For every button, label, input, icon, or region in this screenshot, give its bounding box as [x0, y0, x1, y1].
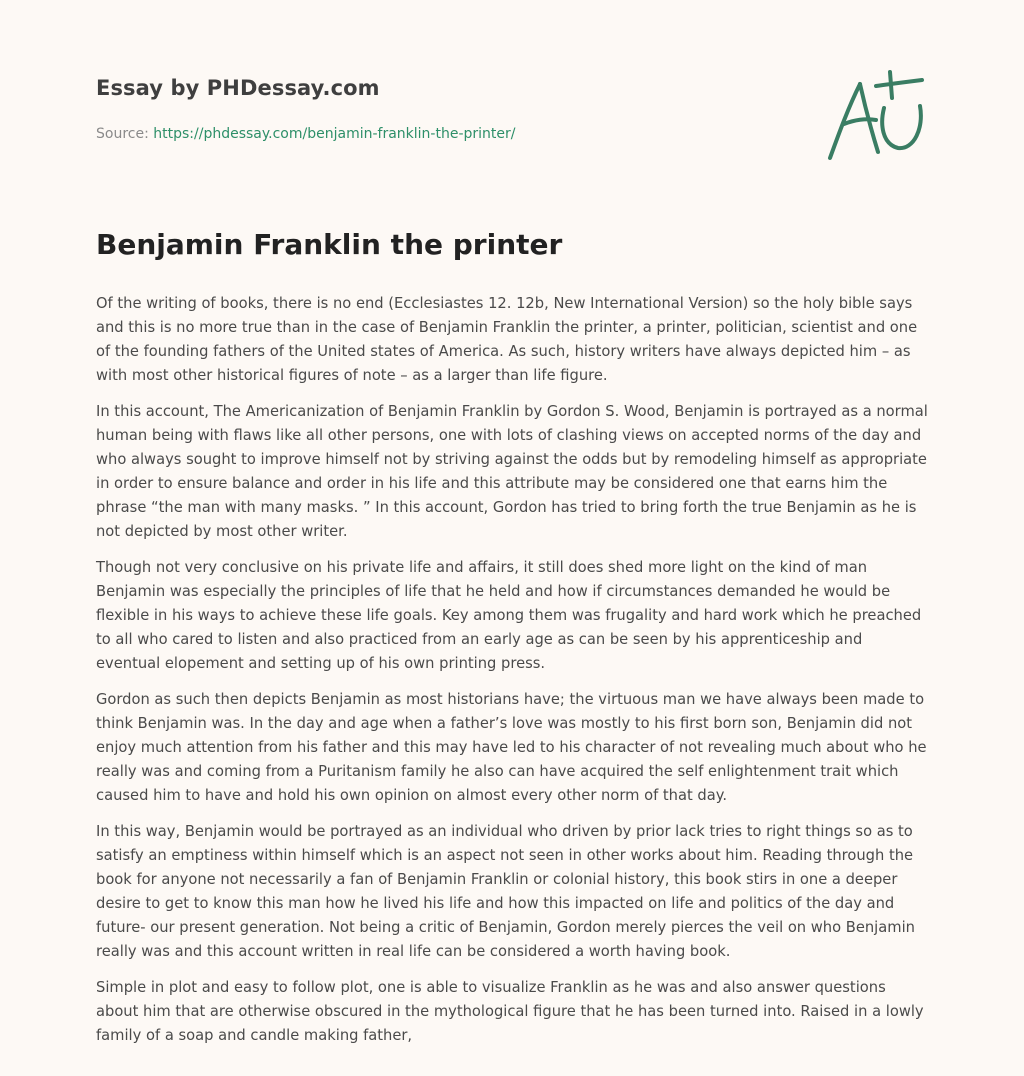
essay-paragraph: In this way, Benjamin would be portrayed as an individual who driven by prior lack tries to right things so as to satisfy an emptiness within himself which is an aspect not seen in other works about him. Reading through the book for anyone not necessarily a fan of Benjamin Franklin or colonial history, this book stirs in one a deeper desire to get to know this man how he lived his life and how this impacted on life and politics of the day and future- our present generation. Not being a critic of Benjamin, Gordon merely pierces the veil on who Benjamin really was and this account written in real life can be considered a worth having book.	[96, 823, 915, 960]
essay-paragraph: Though not very conclusive on his private life and affairs, it still does shed more light on the kind of man Benjamin was especially the principles of life that he held and how if circumstances demanded he would be flexible in his ways to achieve these life goals. Key among them was frugality and hard work which he preached to all who cared to listen and also practiced from an early age as can be seen by his apprenticeship and eventual elopement and setting up of his own printing press.	[96, 559, 922, 672]
essay-content	[96, 226, 930, 1060]
essay-paragraph: Gordon as such then depicts Benjamin as most historians have; the virtuous man we have always been made to think Benjamin was. In the day and age when a father’s love was mostly to his first born son, Benjamin did not enjoy much attention from his father and this may have led to his character of not revealing much about who he really was and coming from a Puritanism family he also can have acquired the self enlightenment trait which caused him to have and hold his own opinion on almost every other norm of that day.	[96, 691, 927, 804]
source-line	[96, 126, 796, 142]
essay-title: Benjamin Franklin the printer	[96, 228, 563, 261]
a-plus-logo-icon	[824, 68, 928, 164]
essay-paragraph: Of the writing of books, there is no end (Ecclesiastes 12. 12b, New International Version) so the holy bible says and this is no more true than in the case of Benjamin Franklin the printer, a printer, politician, scientist and one of the founding fathers of the United states of America. As such, history writers have always depicted him – as with most other historical figures of note – as a larger than life figure.	[96, 295, 918, 384]
essay-paragraph: In this account, The Americanization of Benjamin Franklin by Gordon S. Wood, Benjamin is portrayed as a normal human being with flaws like all other persons, one with lots of clashing views on accepted norms of the day and who always sought to improve himself not by striving against the odds but by remodeling himself as appropriate in order to ensure balance and order in his life and this attribute may be considered one that earns him the phrase “the man with many masks. ” In this account, Gordon has tried to bring forth the true Benjamin as he is not depicted by most other writer.	[96, 403, 928, 540]
page-header	[96, 76, 796, 142]
site-title: Essay by PHDessay.com	[96, 76, 380, 100]
source-label: Source:	[96, 126, 154, 142]
source-link[interactable]: https://phdessay.com/benjamin-franklin-the-printer/	[153, 126, 516, 142]
essay-paragraph: Simple in plot and easy to follow plot, one is able to visualize Franklin as he was and also answer questions about him that are otherwise obscured in the mythological figure that he has been turned into. Raised in a lowly family of a soap and candle making father,	[96, 979, 924, 1044]
